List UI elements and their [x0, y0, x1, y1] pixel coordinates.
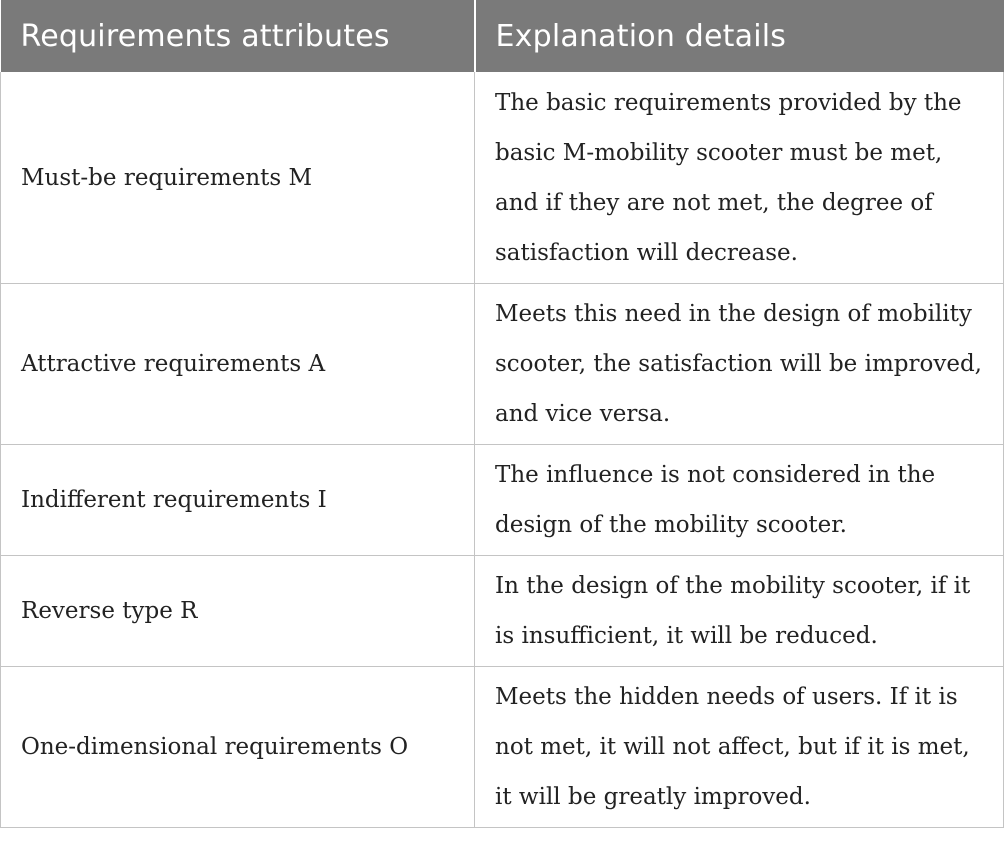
attribute-cell: Must-be requirements M — [1, 72, 475, 284]
attribute-cell: Indifferent requirements I — [1, 445, 475, 556]
table-row — [1, 72, 1004, 284]
explanation-cell: In the design of the mobility scooter, if it is insufficient, it will be reduced. — [475, 556, 1004, 667]
explanation-cell: The basic requirements provided by the basic M-mobility scooter must be met, and if they are not met, the degree of satisfaction will decrease. — [475, 72, 1004, 284]
table-header-row — [1, 0, 1004, 72]
attribute-cell: Reverse type R — [1, 556, 475, 667]
table-row — [1, 284, 1004, 445]
header-requirements-attributes: Requirements attributes — [1, 0, 475, 72]
attribute-cell: Attractive requirements A — [1, 284, 475, 445]
table-row — [1, 556, 1004, 667]
attribute-cell: One-dimensional requirements O — [1, 667, 475, 828]
explanation-cell: Meets this need in the design of mobility scooter, the satisfaction will be improved, and vice versa. — [475, 284, 1004, 445]
explanation-cell: Meets the hidden needs of users. If it is not met, it will not affect, but if it is met, it will be greatly improved. — [475, 667, 1004, 828]
table-row — [1, 445, 1004, 556]
table-row — [1, 667, 1004, 828]
header-explanation-details: Explanation details — [475, 0, 1004, 72]
explanation-cell: The influence is not considered in the design of the mobility scooter. — [475, 445, 1004, 556]
